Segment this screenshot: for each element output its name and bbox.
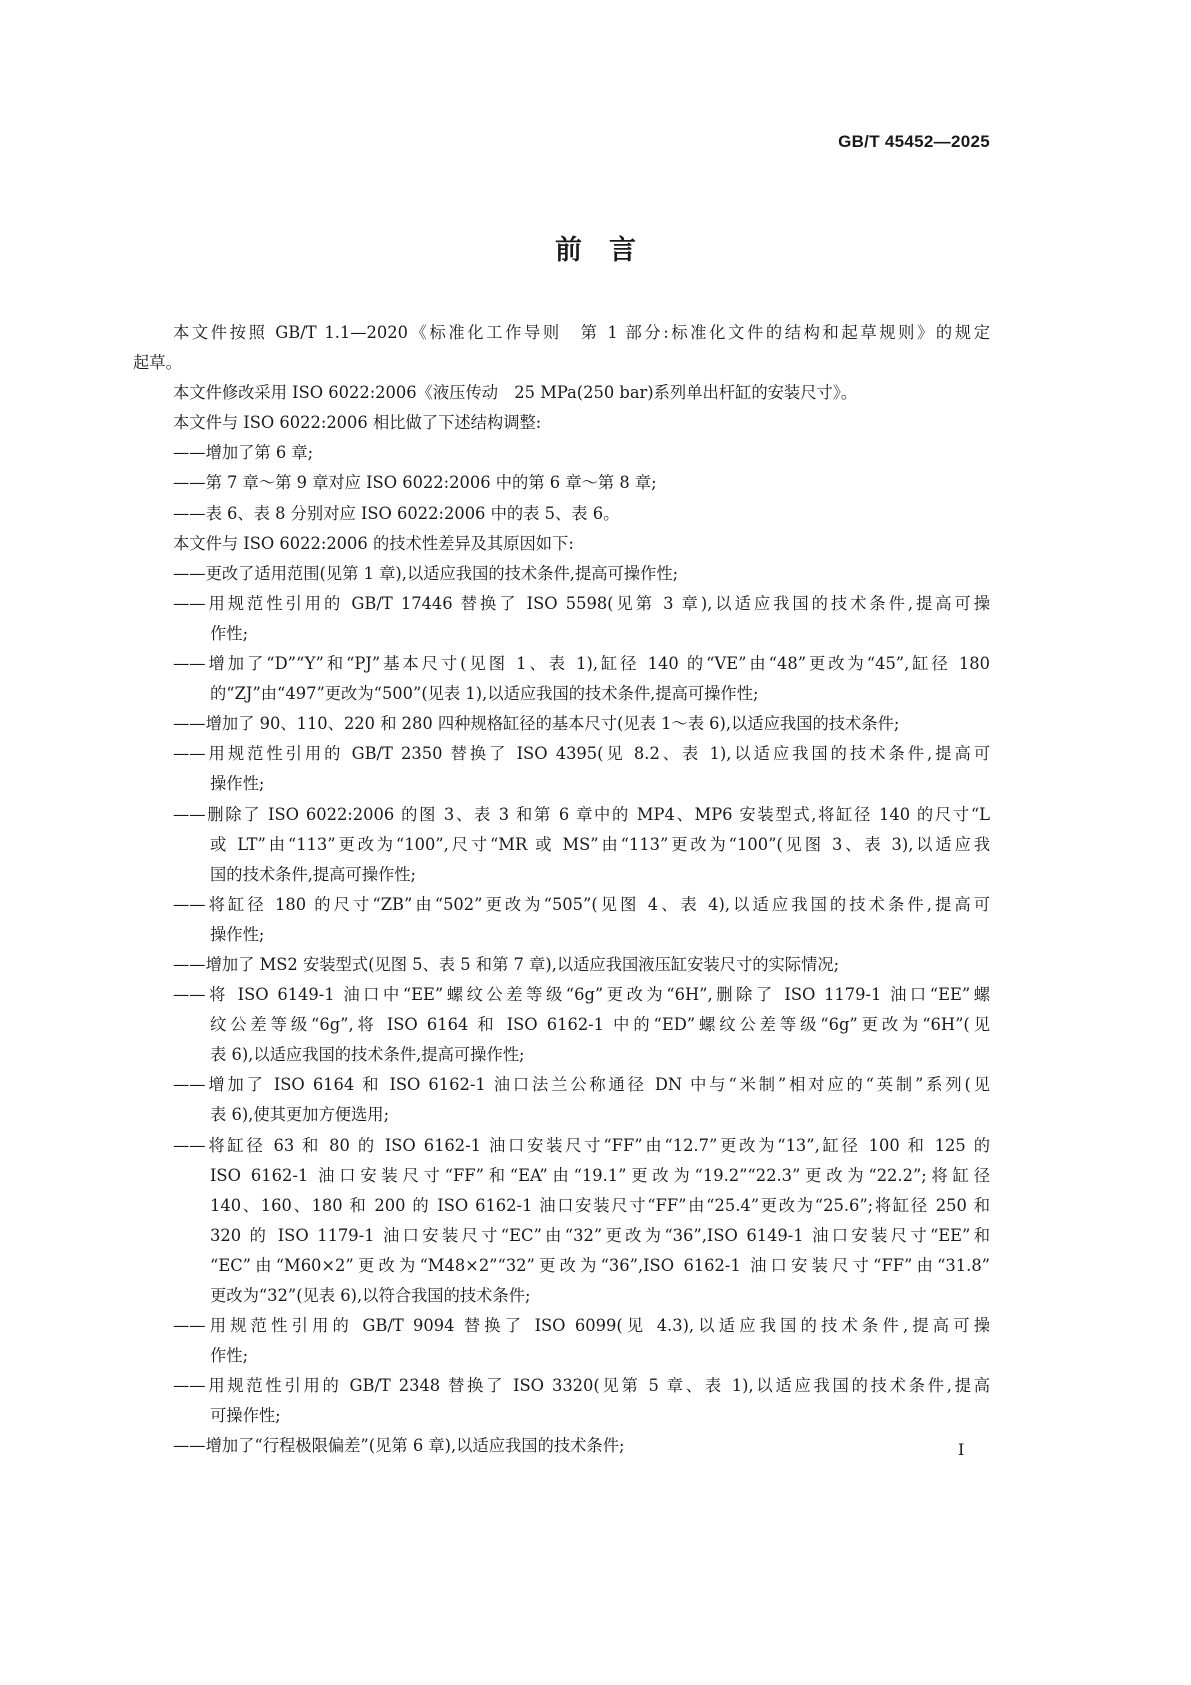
text-line: ——增加了 ISO 6164 和 ISO 6162-1 油口法兰公称通径 DN 中与“米制”相对应的“英制”系列(见 [173, 1075, 990, 1095]
list-item [133, 890, 990, 950]
text-line: 本文件与 ISO 6022:2006 的技术性差异及其原因如下: [173, 533, 574, 553]
text-line: 140、160、180 和 200 的 ISO 6162-1 油口安装尺寸“FF”由“25.4”更改为“25.6”;将缸径 250 和 [210, 1195, 990, 1215]
text-line: ——更改了适用范围(见第 1 章),以适应我国的技术条件,提高可操作性; [173, 563, 679, 583]
list-item [133, 559, 990, 589]
text-line: 本文件按照 GB/T 1.1—2020《标准化工作导则 第 1 部分:标准化文件的结构和起草规则》的规定 [173, 323, 990, 342]
text-line: “EC”由“M60×2”更改为“M48×2”“32”更改为“36”,ISO 6162-1 油口安装尺寸“FF”由“31.8” [210, 1255, 990, 1275]
list-item [133, 1131, 990, 1312]
text-line: 表 6),使其更加方便选用; [210, 1105, 390, 1125]
page-number: I [958, 1440, 965, 1459]
text-line: ——增加了 90、110、220 和 280 四种规格缸径的基本尺寸(见表 1～表 6),以适应我国的技术条件; [173, 714, 900, 734]
text-line: ——增加了 MS2 安装型式(见图 5、表 5 和第 7 章),以适应我国液压缸安装尺寸的实际情况; [173, 954, 840, 974]
paragraph [133, 318, 990, 378]
text-line: ——第 7 章～第 9 章对应 ISO 6022:2006 中的第 6 章～第 8 章; [173, 473, 657, 493]
text-line: 作性; [210, 623, 249, 643]
list-item [133, 649, 990, 709]
text-line: ——用规范性引用的 GB/T 2348 替换了 ISO 3320(见第 5 章、表 1),以适应我国的技术条件,提高 [173, 1376, 990, 1396]
text-line: 纹公差等级“6g”,将 ISO 6164 和 ISO 6162-1 中的“ED”螺纹公差等级“6g”更改为“6H”(见 [210, 1015, 990, 1035]
paragraph [133, 408, 990, 438]
text-line: ——增加了“D”“Y”和“PJ”基本尺寸(见图 1、表 1),缸径 140 的“VE”由“48”更改为“45”,缸径 180 [173, 654, 990, 674]
text-line: ——将缸径 63 和 80 的 ISO 6162-1 油口安装尺寸“FF”由“12.7”更改为“13”,缸径 100 和 125 的 [173, 1135, 990, 1155]
standard-number: GB/T 45452—2025 [838, 132, 990, 151]
page-title: 前 言 [555, 235, 636, 266]
text-line: ——增加了“行程极限偏差”(见第 6 章),以适应我国的技术条件; [173, 1436, 625, 1456]
text-line: ——删除了 ISO 6022:2006 的图 3、表 3 和第 6 章中的 MP4、MP6 安装型式,将缸径 140 的尺寸“L [173, 804, 990, 824]
list-item [133, 1431, 990, 1461]
text-line: 可操作性; [210, 1406, 281, 1426]
text-line: 作性; [210, 1346, 249, 1366]
text-line: 本文件与 ISO 6022:2006 相比做了下述结构调整: [173, 413, 542, 433]
text-line: ——将缸径 180 的尺寸“ZB”由“502”更改为“505”(见图 4、表 4),以适应我国的技术条件,提高可 [173, 894, 990, 914]
text-line: ISO 6162-1 油口安装尺寸“FF”和“EA”由“19.1”更改为“19.2”“22.3”更改为“22.2”;将缸径 [210, 1165, 990, 1185]
list-item [133, 950, 990, 980]
text-line: 的“ZJ”由“497”更改为“500”(见表 1),以适应我国的技术条件,提高可操作性; [210, 684, 759, 704]
text-line: 或 LT”由“113”更改为“100”,尺寸“MR 或 MS”由“113”更改为“100”(见图 3、表 3),以适应我 [210, 834, 990, 854]
paragraph [133, 529, 990, 559]
text-line: 更改为“32”(见表 6),以符合我国的技术条件; [210, 1286, 531, 1305]
list-item [133, 589, 990, 649]
text-line: 本文件修改采用 ISO 6022:2006《液压传动 25 MPa(250 bar)系列单出杆缸的安装尺寸》。 [173, 383, 858, 403]
foreword-body [133, 318, 990, 1462]
text-line: ——用规范性引用的 GB/T 9094 替换了 ISO 6099(见 4.3),以适应我国的技术条件,提高可操 [173, 1316, 990, 1336]
list-item [133, 709, 990, 739]
text-line: 起草。 [133, 353, 182, 373]
list-item [133, 438, 990, 468]
text-line: ——表 6、表 8 分别对应 ISO 6022:2006 中的表 5、表 6。 [173, 503, 620, 523]
list-item [133, 1070, 990, 1130]
text-line: ——将 ISO 6149-1 油口中“EE”螺纹公差等级“6g”更改为“6H”,删除了 ISO 1179-1 油口“EE”螺 [173, 985, 990, 1005]
text-line: 操作性; [210, 774, 265, 794]
paragraph [133, 378, 990, 408]
list-item [133, 468, 990, 498]
list-item [133, 499, 990, 529]
list-item [133, 800, 990, 890]
text-line: 320 的 ISO 1179-1 油口安装尺寸“EC”由“32”更改为“36”,ISO 6149-1 油口安装尺寸“EE”和 [210, 1225, 990, 1245]
text-line: 操作性; [210, 924, 265, 944]
list-item [133, 1311, 990, 1371]
text-line: 表 6),以适应我国的技术条件,提高可操作性; [210, 1045, 525, 1065]
text-line: ——用规范性引用的 GB/T 2350 替换了 ISO 4395(见 8.2、表 1),以适应我国的技术条件,提高可 [173, 744, 990, 764]
text-line: ——用规范性引用的 GB/T 17446 替换了 ISO 5598(见第 3 章),以适应我国的技术条件,提高可操 [173, 593, 990, 613]
text-line: ——增加了第 6 章; [173, 443, 314, 463]
list-item [133, 1371, 990, 1431]
text-line: 国的技术条件,提高可操作性; [210, 864, 417, 884]
list-item [133, 739, 990, 799]
list-item [133, 980, 990, 1070]
